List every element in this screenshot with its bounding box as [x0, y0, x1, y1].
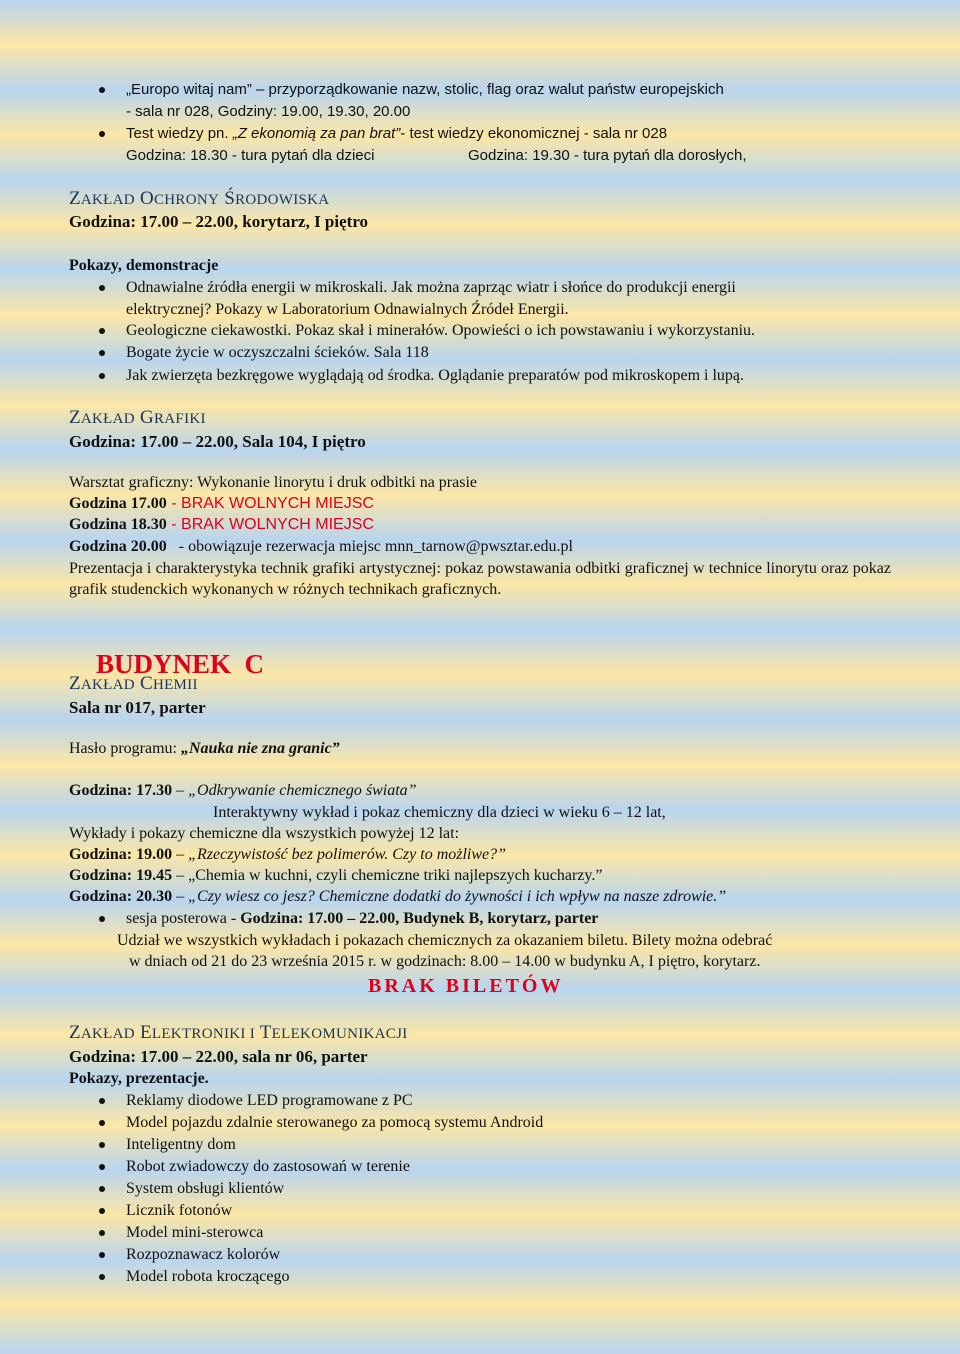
talk-title: – „Rzeczywistość bez polimerów. Czy to możliwe?” [172, 846, 507, 863]
item-text: Jak zwierzęta bezkręgowe wyglądają od środka. Oglądanie preparatów pod mikroskopem i lupą. [126, 367, 744, 384]
list-item [126, 124, 667, 144]
talk-time: Godzina: 17.30 [69, 782, 173, 799]
no-tickets-text: BRAK BILETÓW [368, 975, 564, 997]
list-item [126, 1179, 284, 1199]
building-title-text: BUDYNEK C [96, 649, 265, 679]
section-subheading [69, 1069, 209, 1089]
slot-time: Godzina 17.00 [69, 495, 167, 512]
subheading-text: Pokazy, prezentacje. [69, 1070, 209, 1087]
talk-title: – „Odkrywanie chemicznego świata” [172, 782, 417, 799]
location-text: Sala nr 017, parter [69, 698, 206, 717]
hours-text: Godzina: 17.00 – 22.00, Sala 104, I piętro [69, 432, 366, 451]
talk-description-text: Interaktywny wykład i pokaz chemiczny dla dzieci w wieku 6 – 12 lat, [213, 804, 666, 821]
talk-row [69, 887, 726, 907]
motto [69, 739, 340, 759]
subheading-text: Pokazy, demonstracje [69, 257, 219, 274]
slot-status: - BRAK WOLNYCH MIEJSC [166, 495, 374, 512]
hours-text: Godzina: 17.00 – 22.00, sala nr 06, parter [69, 1047, 368, 1066]
item-text: Robot zwiadowczy do zastosowań w terenie [126, 1158, 410, 1175]
list-item [126, 1091, 413, 1111]
heading-smallcaps: RODOWISKA [235, 192, 330, 208]
tickets-info [129, 952, 760, 972]
list-item [126, 343, 429, 363]
item-text: - test wiedzy ekonomicznej - sala nr 028 [400, 125, 668, 142]
slot-status: - BRAK WOLNYCH MIEJSC [166, 516, 374, 533]
item-text: Test wiedzy pn. [126, 125, 233, 142]
heading-letter: Z [69, 673, 81, 694]
hours-left [126, 146, 374, 166]
slot-row [69, 494, 374, 514]
heading-smallcaps: AKŁAD [80, 677, 135, 693]
heading-letter: Z [69, 188, 81, 209]
description-text: Prezentacja i charakterystyka technik grafiki artystycznej: pokaz powstawania odbitki graficznej w technice linorytu oraz pokaz grafik studenckich wykonanych w różnych technikach graficznych. [69, 560, 891, 598]
item-text: „Europo witaj nam” – przyporządkowanie nazw, stolic, flag oraz walut państw europejskich [126, 81, 724, 98]
tickets-info [117, 931, 772, 951]
section-hours [69, 212, 368, 232]
workshop-description [69, 558, 891, 600]
tickets-text: w dniach od 21 do 23 września 2015 r. w godzinach: 8.00 – 14.00 w budynku A, I piętro, korytarz. [129, 953, 761, 970]
heading-smallcaps: AKŁAD [80, 1026, 135, 1042]
item-text: Bogate życie w oczyszczalni ścieków. Sala 118 [126, 344, 429, 361]
list-item [126, 1223, 263, 1243]
workshop-text: Warsztat graficzny: Wykonanie linorytu i druk odbitki na prasie [69, 474, 477, 491]
slot-status: - obowiązuje rezerwacja miejsc mnn_tarnow@pwsztar.edu.pl [166, 538, 573, 555]
heading-letter: T [259, 1022, 272, 1043]
item-text: sesja posterowa - [126, 910, 241, 927]
workshop-title [69, 473, 477, 493]
section-heading-elektronika [69, 1022, 408, 1044]
item-text: Model pojazdu zdalnie sterowanego za pomocą systemu Android [126, 1114, 544, 1131]
heading-letter: Ś [224, 188, 236, 209]
talk-description [213, 803, 666, 823]
item-text: Model mini-sterowca [126, 1224, 264, 1241]
talk-row [69, 845, 506, 865]
list-item [126, 1113, 543, 1133]
heading-letter: C [139, 673, 153, 694]
list-item [126, 278, 736, 298]
list-item-continuation [126, 102, 410, 122]
item-title: „Z ekonomią za pan brat” [232, 125, 401, 142]
list-item [126, 1201, 232, 1221]
list-item [126, 80, 724, 100]
talk-time: Godzina: 20.30 [69, 888, 173, 905]
list-item [126, 1157, 410, 1177]
lectures-note [69, 824, 459, 844]
heading-letter: Z [69, 1022, 81, 1043]
section-heading-grafika [69, 407, 206, 429]
item-text: Rozpoznawacz kolorów [126, 1246, 281, 1263]
heading-letter: E [139, 1022, 152, 1043]
slot-time: Godzina 20.00 [69, 538, 167, 555]
heading-smallcaps: ELEKOMUNIKACJI [271, 1026, 408, 1042]
no-tickets-banner [368, 974, 563, 998]
talk-row [69, 781, 417, 801]
item-text: Inteligentny dom [126, 1136, 236, 1153]
section-subheading [69, 256, 218, 276]
slot-time: Godzina 18.30 [69, 516, 167, 533]
list-item [126, 1267, 289, 1287]
item-text: Geologiczne ciekawostki. Pokaz skał i minerałów. Opowieści o ich powstawaniu i wykorzystaniu. [126, 322, 756, 339]
slot-row [69, 515, 374, 535]
item-text: Licznik fotonów [126, 1202, 233, 1219]
section-heading-chemia [69, 673, 198, 695]
lectures-text: Wykłady i pokazy chemiczne dla wszystkich powyżej 12 lat: [69, 825, 460, 842]
item-text: Reklamy diodowe LED programowane z PC [126, 1092, 413, 1109]
item-text: Model robota kroczącego [126, 1268, 290, 1285]
heading-smallcaps: RAFIKI [154, 411, 206, 427]
hours-right [468, 146, 747, 166]
tickets-text: Udział we wszystkich wykładach i pokazach chemicznych za okazaniem biletu. Bilety można odebrać [117, 932, 773, 949]
list-item-continuation [126, 300, 569, 320]
heading-smallcaps: HEMII [152, 677, 198, 693]
item-bold-text: Godzina: 17.00 – 22.00, Budynek B, korytarz, parter [240, 910, 599, 927]
talk-time: Godzina: 19.45 [69, 867, 173, 884]
hours-text: Godzina: 19.30 - tura pytań dla dorosłych, [468, 147, 747, 164]
talk-time: Godzina: 19.00 [69, 846, 173, 863]
talk-title: – „Czy wiesz co jesz? Chemiczne dodatki do żywności i ich wpływ na nasze zdrowie.” [172, 888, 727, 905]
slot-row [69, 537, 573, 557]
hours-text: Godzina: 18.30 - tura pytań dla dzieci [126, 147, 375, 164]
item-text: Odnawialne źródła energii w mikroskali. Jak można zaprząc wiatr i słońce do produkcji energii [126, 279, 736, 296]
list-item [126, 1245, 280, 1265]
item-text: elektrycznej? Pokazy w Laboratorium Odnawialnych Źródeł Energii. [126, 301, 569, 318]
motto-text: „Nauka nie zna granic” [180, 740, 340, 757]
item-text: - sala nr 028, Godziny: 19.00, 19.30, 20.00 [126, 103, 411, 120]
section-heading-ochrona [69, 188, 329, 210]
list-item [126, 321, 755, 341]
item-text: System obsługi klientów [126, 1180, 285, 1197]
talk-row [69, 866, 602, 886]
heading-letter: G [139, 407, 154, 428]
list-item [126, 1135, 236, 1155]
list-item [126, 909, 598, 929]
motto-label: Hasło programu: [69, 740, 181, 757]
section-location [69, 698, 206, 718]
section-hours [69, 432, 366, 452]
heading-smallcaps: LEKTRONIKI I [151, 1026, 256, 1042]
hours-text: Godzina: 17.00 – 22.00, korytarz, I piętro [69, 212, 369, 231]
heading-smallcaps: CHRONY [154, 192, 220, 208]
heading-letter: Z [69, 407, 81, 428]
list-item [126, 366, 744, 386]
heading-letter: O [139, 188, 154, 209]
heading-smallcaps: AKŁAD [80, 192, 135, 208]
section-hours [69, 1047, 368, 1067]
talk-title: – „Chemia w kuchni, czyli chemiczne triki najlepszych kucharzy.” [172, 867, 603, 884]
heading-smallcaps: AKŁAD [80, 411, 135, 427]
